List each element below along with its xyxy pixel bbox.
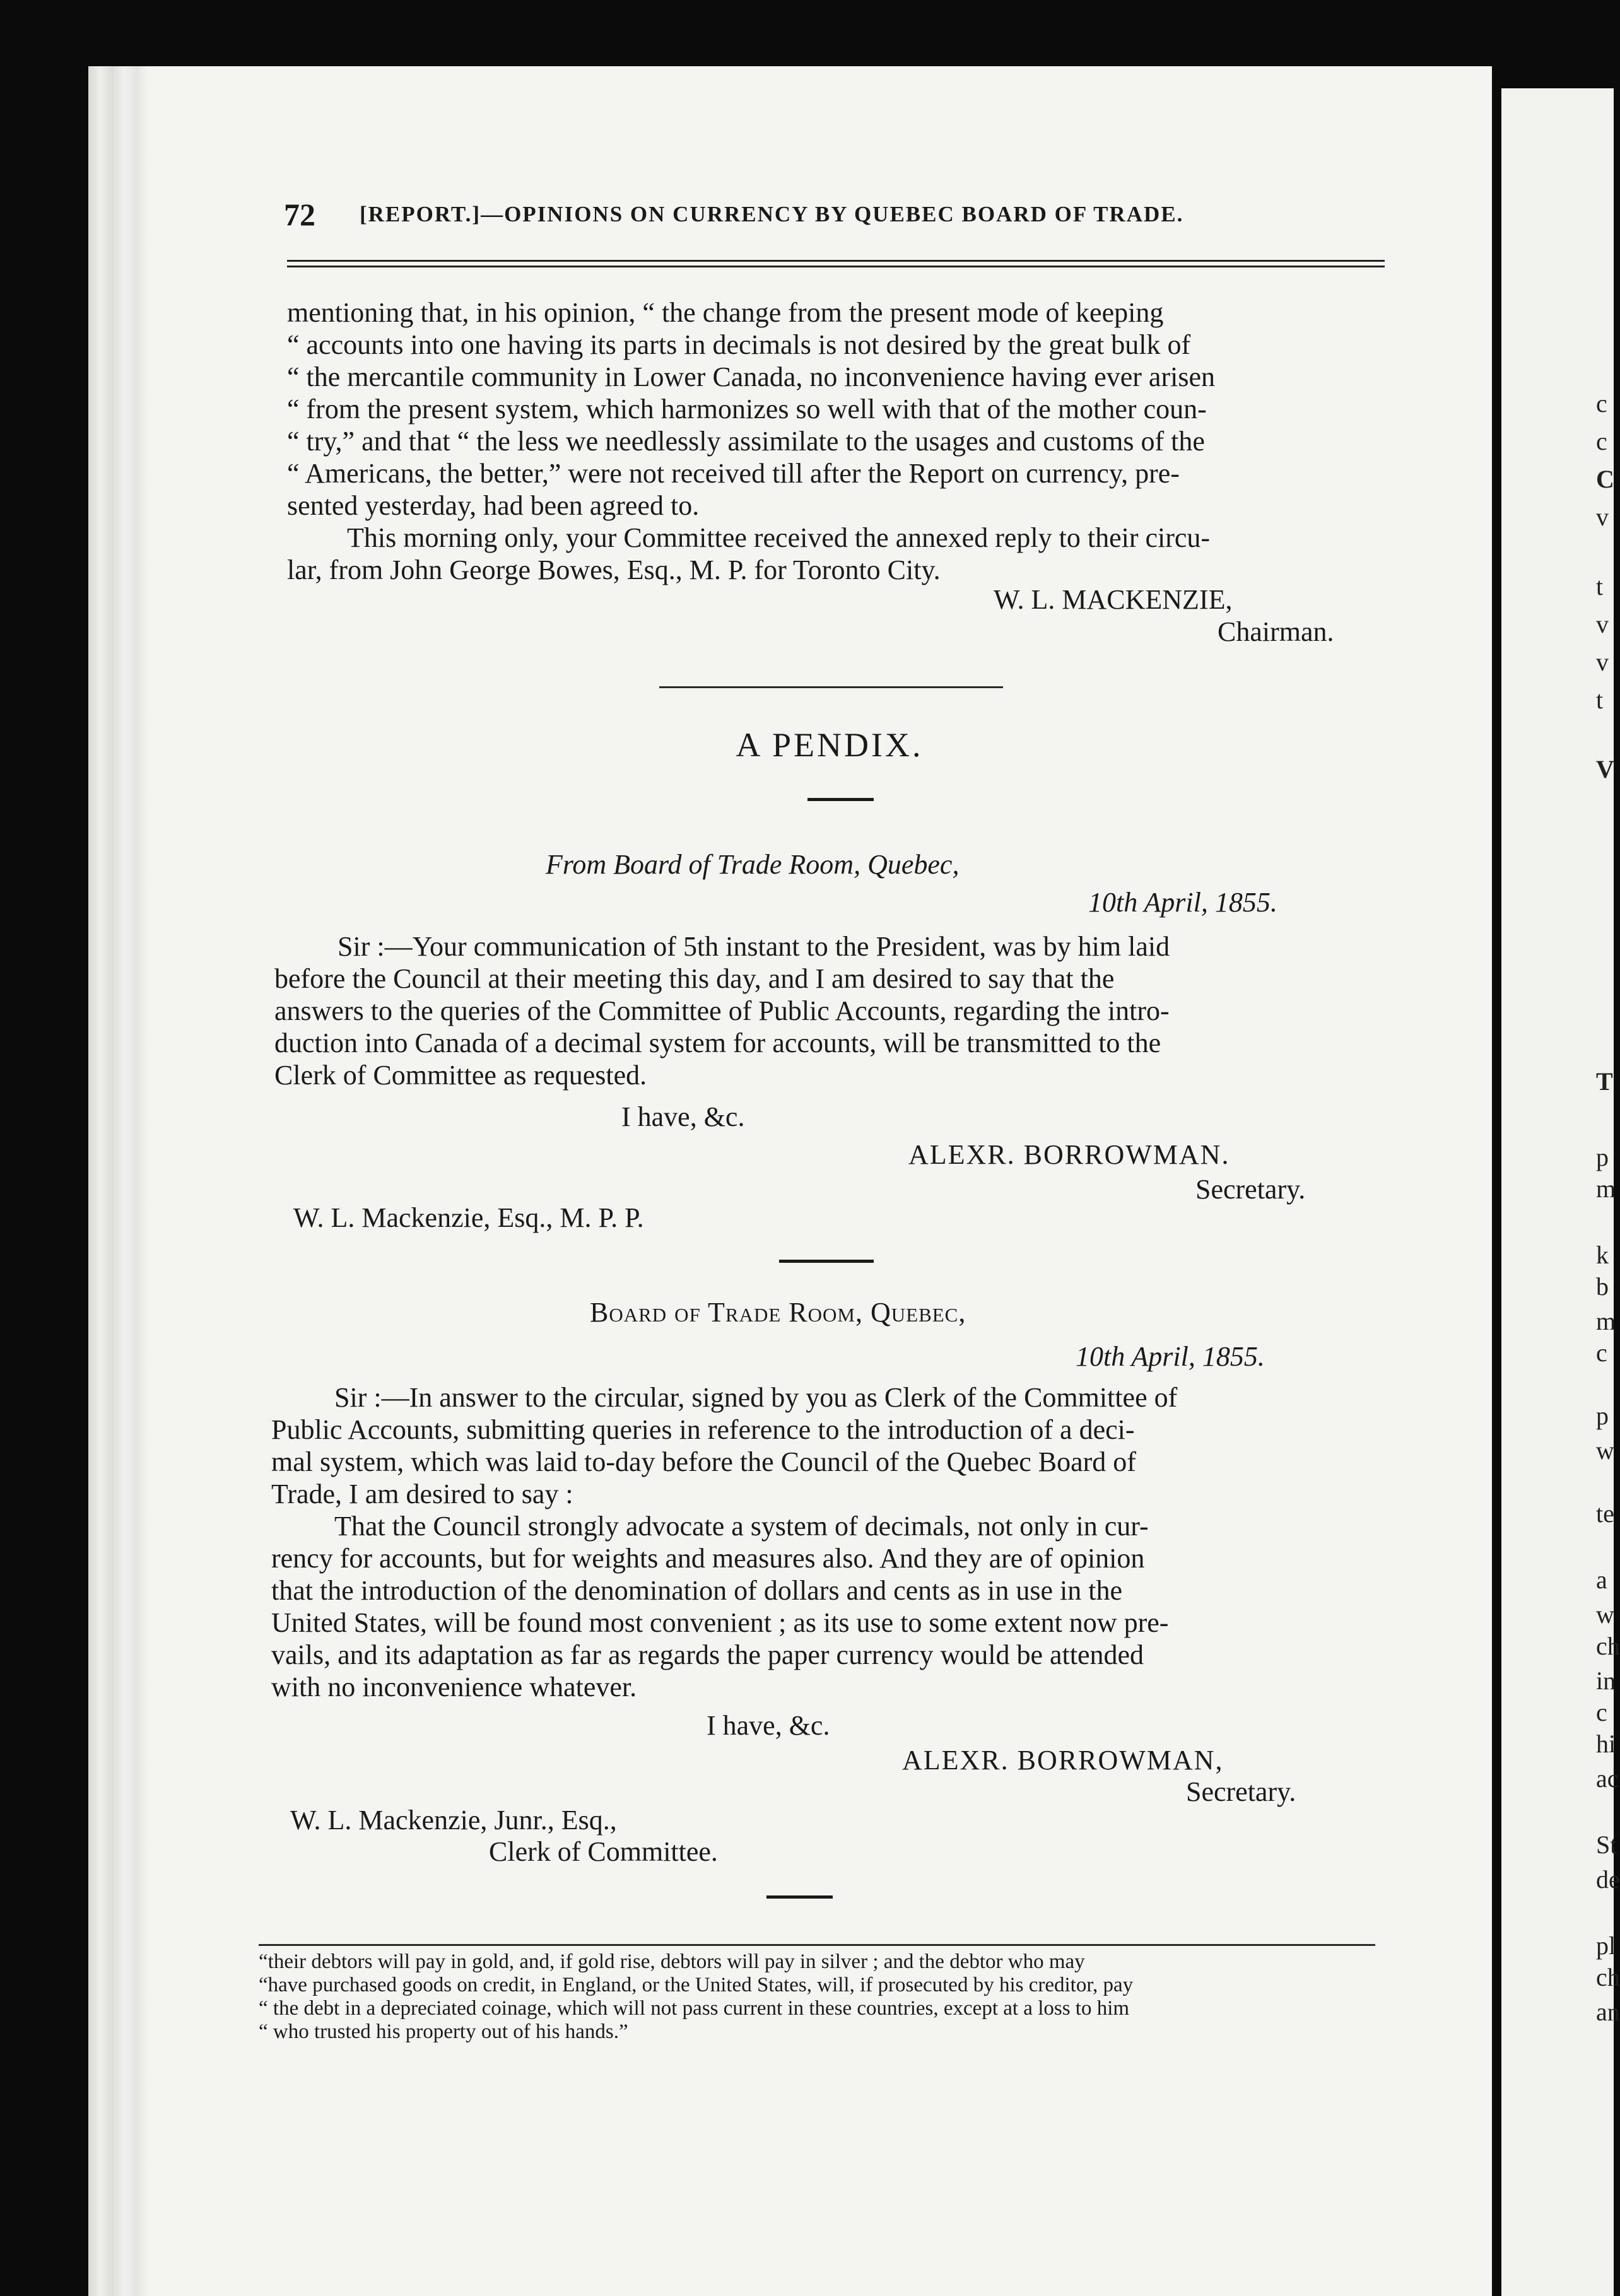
adjacent-fragment: V (1596, 755, 1614, 783)
adjacent-fragment: c (1596, 427, 1607, 455)
adjacent-fragment: k (1596, 1241, 1609, 1269)
letter2-addressee: W. L. Mackenzie, Junr., Esq., (290, 1805, 617, 1836)
letter2-date: 10th April, 1855. (1076, 1341, 1265, 1372)
footnote-rule (259, 1944, 1375, 1946)
adjacent-fragment: v (1596, 610, 1609, 638)
text-line: with no inconvenience whatever. (271, 1672, 637, 1702)
adjacent-fragment: p (1596, 1402, 1609, 1430)
adjacent-fragment: v (1596, 503, 1609, 531)
report-paragraph (287, 296, 1215, 586)
heading-rule (807, 798, 874, 801)
adjacent-fragment: an (1596, 1998, 1620, 2026)
letter1-body (274, 930, 1170, 1091)
text-line: mal system, which was laid to-day before the Council of the Quebec Board of (271, 1446, 1136, 1477)
letter2-signature-name: ALEXR. BORROWMAN, (902, 1745, 1224, 1776)
adjacent-fragment: c (1596, 1698, 1607, 1726)
adjacent-fragment: hi (1596, 1730, 1616, 1758)
text-line: This morning only, your Committee received the annexed reply to their circu- (347, 522, 1211, 553)
text-line: “ Americans, the better,” were not received till after the Report on currency, pre- (287, 458, 1180, 489)
letter1-date: 10th April, 1855. (1088, 887, 1277, 918)
footnote-line: “their debtors will pay in gold, and, if gold rise, debtors will pay in silver ; and the debtor who may (259, 1950, 1085, 1973)
text-line: “ from the present system, which harmonizes so well with that of the mother coun- (287, 394, 1207, 425)
adjacent-fragment: w (1596, 1600, 1614, 1629)
letter-divider (766, 1895, 833, 1899)
text-line: sented yesterday, had been agreed to. (287, 490, 700, 521)
letter2-closing: I have, &c. (707, 1710, 830, 1741)
text-line: Public Accounts, submitting queries in reference to the introduction of a deci- (271, 1414, 1135, 1445)
adjacent-fragment: c (1596, 389, 1607, 418)
text-line: rency for accounts, but for weights and measures also. And they are of opinion (271, 1543, 1145, 1574)
adjacent-fragment: te (1596, 1499, 1614, 1528)
text-line: Sir :—In answer to the circular, signed by you as Clerk of the Committee of (334, 1382, 1178, 1413)
footnote-line: “ who trusted his property out of his hands.” (259, 2020, 628, 2043)
letter1-signature-title: Secretary. (1195, 1174, 1306, 1205)
report-signature-name: W. L. MACKENZIE, (994, 584, 1233, 615)
section-divider (659, 686, 1003, 688)
letter1-closing: I have, &c. (621, 1101, 745, 1132)
adjacent-fragment: t (1596, 686, 1604, 714)
text-line: “ the mercantile community in Lower Canada, no inconvenience having ever arisen (287, 361, 1215, 392)
text-line: vails, and its adaptation as far as regards the paper currency would be attended (271, 1639, 1144, 1670)
text-line: Trade, I am desired to say : (271, 1479, 573, 1509)
page-spine-edge (88, 66, 148, 2296)
running-head-title: [REPORT.]—OPINIONS ON CURRENCY BY QUEBEC BOARD OF TRADE. (360, 202, 1184, 226)
text-line: “ try,” and that “ the less we needlessly assimilate to the usages and customs of the (287, 426, 1205, 457)
adjacent-fragment: c (1596, 1338, 1607, 1367)
text-line: duction into Canada of a decimal system for accounts, will be transmitted to the (274, 1028, 1161, 1058)
adjacent-fragment: p (1596, 1143, 1609, 1171)
adjacent-fragment: ch (1596, 1632, 1620, 1660)
adjacent-fragment: m (1596, 1174, 1616, 1203)
letter2-body (271, 1381, 1177, 1703)
text-line: lar, from John George Bowes, Esq., M. P. for Toronto City. (287, 554, 941, 585)
header-rule (287, 266, 1385, 267)
text-line: That the Council strongly advocate a system of decimals, not only in cur- (334, 1511, 1149, 1542)
adjacent-fragment: a (1596, 1566, 1607, 1594)
adjacent-fragment: m (1596, 1307, 1616, 1335)
text-line: Clerk of Committee as requested. (274, 1060, 647, 1091)
page-number: 72 (284, 197, 315, 232)
running-header (284, 189, 1388, 240)
text-line: “ accounts into one having its parts in decimals is not desired by the great bulk of (287, 329, 1191, 360)
adjacent-fragment: ch (1596, 1963, 1620, 1991)
header-rule (287, 260, 1385, 262)
adjacent-fragment: de (1596, 1865, 1620, 1894)
letter2-from: Board of Trade Room, Quebec, (590, 1297, 966, 1328)
adjacent-fragment: St (1596, 1830, 1617, 1859)
adjacent-fragment: v (1596, 648, 1609, 676)
letter1-addressee: W. L. Mackenzie, Esq., M. P. P. (293, 1202, 644, 1233)
text-line: United States, will be found most convenient ; as its use to some extent now pre- (271, 1607, 1169, 1638)
adjacent-fragment: b (1596, 1272, 1609, 1301)
letter1-from: From Board of Trade Room, Quebec, (546, 849, 960, 880)
letter1-signature-name: ALEXR. BORROWMAN. (908, 1139, 1230, 1170)
adjacent-fragment: t (1596, 572, 1604, 600)
footnote-line: “ the debt in a depreciated coinage, which will not pass current in these countries, except at a loss to him (259, 1997, 1130, 2020)
text-line: answers to the queries of the Committee of Public Accounts, regarding the intro- (274, 995, 1170, 1026)
text-line: that the introduction of the denomination of dollars and cents as in use in the (271, 1575, 1123, 1606)
adjacent-fragment: C (1596, 465, 1614, 493)
text-line: mentioning that, in his opinion, “ the change from the present mode of keeping (287, 297, 1164, 328)
text-line: before the Council at their meeting this day, and I am desired to say that the (274, 963, 1115, 994)
letter2-addressee-title: Clerk of Committee. (489, 1836, 718, 1867)
letter2-signature-title: Secretary. (1186, 1776, 1296, 1807)
adjacent-fragment: T (1596, 1067, 1613, 1096)
adjacent-page (1501, 88, 1620, 2296)
adjacent-fragment: ac (1596, 1764, 1619, 1793)
letter-divider (779, 1260, 874, 1263)
report-signature-title: Chairman. (1218, 616, 1334, 647)
footnote-line: “have purchased goods on credit, in England, or the United States, will, if prosecuted by his creditor, pay (259, 1974, 1134, 1996)
footnote (259, 1950, 1133, 2044)
adjacent-fragment: in (1596, 1666, 1616, 1695)
appendix-heading: A PENDIX. (736, 726, 924, 764)
adjacent-fragment: pl (1596, 1931, 1616, 1960)
adjacent-fragment: w (1596, 1436, 1614, 1465)
text-line: Sir :—Your communication of 5th instant to the President, was by him laid (338, 931, 1170, 962)
